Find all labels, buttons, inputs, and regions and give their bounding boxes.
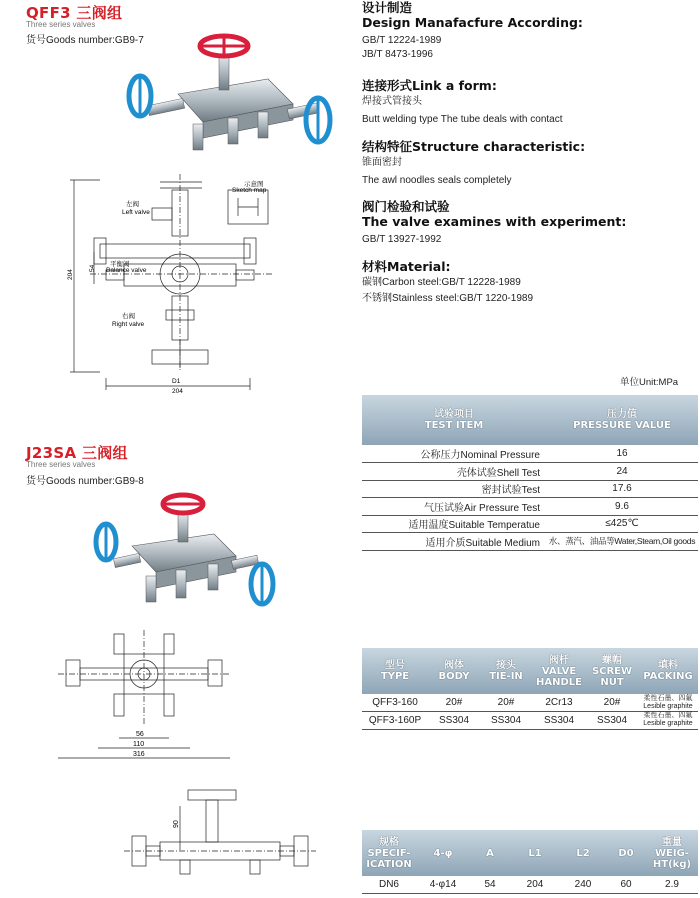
pressure-value-cell: 9.6: [546, 498, 698, 516]
balance-valve-cn-label: 平衡阀: [110, 261, 130, 268]
header-cn: 规格: [379, 836, 399, 848]
dim-col-a: A: [470, 830, 510, 876]
material-col-type: [362, 648, 428, 694]
spec-link-line-1: 焊接式管接头: [362, 96, 422, 107]
header-en: SCREW NUT: [591, 665, 633, 688]
header-cn: 接头: [496, 660, 516, 671]
header-en: TEST ITEM: [424, 420, 484, 431]
spec-structure-line-2: The awl noodles seals completely: [362, 175, 512, 186]
material-cell: SS304: [532, 712, 586, 730]
dim-316-label: 316: [133, 751, 145, 758]
qff3-product-photo: [118, 24, 338, 164]
dimension-cell: 204: [510, 876, 560, 894]
dimension-cell: 54: [470, 876, 510, 894]
pressure-item-cell: 壳体试验Shell Test: [362, 463, 546, 481]
dimension-cell: DN6: [362, 876, 416, 894]
material-cell: SS304: [428, 712, 480, 730]
pressure-value-cell: 17.6: [546, 480, 698, 498]
j23sa-goods-number: 货号Goods number:GB9-8: [26, 476, 144, 487]
table-row: [362, 445, 698, 463]
pressure-value-cell: 24: [546, 463, 698, 481]
pressure-col-value: [546, 395, 698, 445]
spec-link-heading: 连接形式Link a form:: [362, 78, 497, 93]
dim-56-label: 56: [136, 731, 144, 738]
header-cn: 阀杆: [549, 654, 569, 666]
spec-link-form: [362, 78, 692, 127]
material-cell: SS304: [480, 712, 532, 730]
header-cn: 重量: [662, 836, 682, 848]
spec-design: [362, 0, 692, 62]
pressure-item-cell: 气压试验Air Pressure Test: [362, 498, 546, 516]
dimension-cell: 240: [560, 876, 606, 894]
spec-design-heading-cn: 设计制造: [362, 0, 413, 15]
dimension-table-header: [362, 830, 698, 876]
pressure-value-cell: ≤425℃: [546, 515, 698, 533]
material-cell: 20#: [586, 694, 638, 712]
header-cn: 压力值: [607, 409, 637, 420]
dim-110-label: 110: [133, 741, 145, 748]
pressure-value-cell: 水、蒸汽、油品等Water,Steam,Oil goods: [546, 533, 698, 551]
header-en: SPECIF-ICATION: [366, 847, 412, 870]
pressure-item-cell: 密封试验Test: [362, 480, 546, 498]
dim-col-l1: L1: [510, 830, 560, 876]
qff3-technical-drawing: [60, 172, 290, 394]
balance-valve-en-label: Balance valve: [106, 267, 147, 274]
header-cn: 填料: [658, 660, 678, 671]
table-row: [362, 480, 698, 498]
spec-inspection-heading-cn: 阀门检验和试验: [362, 199, 450, 214]
material-cell: 20#: [428, 694, 480, 712]
j23sa-side-view-drawing: [120, 786, 320, 896]
pressure-table: [362, 395, 698, 551]
dim-54-label: 54: [89, 264, 96, 272]
packing-text: 柔性石墨、四氟 Lesible graphite: [643, 712, 693, 728]
header-en: VALVE HANDLE: [536, 665, 582, 688]
pressure-item-cell: 公称压力Nominal Pressure: [362, 445, 546, 463]
material-cell: QFF3-160: [362, 694, 428, 712]
spec-material-line-2: 不锈钢Stainless steel:GB/T 1220-1989: [362, 293, 534, 304]
material-table-header: [362, 648, 698, 694]
dim-height-label: 204: [67, 269, 74, 280]
material-col-packing: [638, 648, 698, 694]
right-valve-cn-label: 右阀: [122, 313, 135, 320]
header-en: TYPE: [380, 671, 410, 682]
header-cn: 阀体: [444, 660, 464, 671]
header-cn: 型号: [385, 660, 405, 671]
table-row: [362, 463, 698, 481]
header-en: BODY: [438, 671, 470, 682]
right-valve-en-label: Right valve: [112, 321, 145, 328]
header-en: WEIG-HT(kg): [652, 847, 692, 870]
spec-structure: [362, 139, 692, 188]
pressure-item-cell: 适用介质Suitable Medium: [362, 533, 546, 551]
sketch-en-label: Sketch map: [232, 187, 267, 194]
spec-link-line-2: Butt welding type The tube deals with contact: [362, 114, 563, 125]
table-row: [362, 694, 698, 712]
material-col-valve-handle: [532, 648, 586, 694]
dim-d1-label: D1: [172, 378, 181, 385]
left-valve-en-label: Left valve: [122, 209, 150, 216]
j23sa-top-view-drawing: [44, 630, 244, 770]
spec-material-line-1: 碳钢Carbon steel:GB/T 12228-1989: [362, 277, 521, 288]
material-cell: 2Cr13: [532, 694, 586, 712]
dimension-table: [362, 830, 698, 894]
sketch-cn-label: 示意图: [244, 181, 264, 188]
material-cell: [638, 712, 698, 730]
header-en: PRESSURE VALUE: [573, 420, 671, 431]
qff3-goods-number: 货号Goods number:GB9-7: [26, 35, 144, 46]
table-row: [362, 515, 698, 533]
dim-col-d0: D0: [606, 830, 646, 876]
material-col-screw-nut: [586, 648, 638, 694]
material-table: [362, 648, 698, 730]
material-cell: QFF3-160P: [362, 712, 428, 730]
dim-col-weight: [646, 830, 698, 876]
pressure-value-cell: 16: [546, 445, 698, 463]
material-cell: [638, 694, 698, 712]
j23sa-subtitle: Three series valves: [26, 460, 96, 469]
spec-structure-line-1: 锥面密封: [362, 157, 402, 168]
packing-text: 柔性石墨、四氟 Lesible graphite: [643, 694, 693, 710]
j23sa-title: J23SA 三阀组: [26, 444, 128, 462]
spec-inspection: [362, 199, 692, 247]
material-cell: 20#: [480, 694, 532, 712]
dimension-cell: 60: [606, 876, 646, 894]
spec-material-heading: 材料Material:: [362, 259, 451, 274]
material-cell: SS304: [586, 712, 638, 730]
table-row: [362, 876, 698, 894]
spec-structure-heading: 结构特征Structure characteristic:: [362, 139, 586, 154]
pressure-item-cell: 适用温度Suitable Temperatue: [362, 515, 546, 533]
spec-material: [362, 259, 692, 306]
header-en: TIE-IN: [489, 671, 523, 682]
dim-col-spec: [362, 830, 416, 876]
header-cn: 螺帽: [602, 654, 622, 666]
spec-inspection-line-1: GB/T 13927-1992: [362, 234, 442, 245]
dimension-cell: 2.9: [646, 876, 698, 894]
table-row: [362, 533, 698, 551]
dim-90-label: 90: [173, 820, 180, 828]
dim-width-label: 204: [172, 388, 183, 394]
material-col-body: [428, 648, 480, 694]
unit-label: 单位Unit:MPa: [620, 377, 679, 388]
table-row: [362, 712, 698, 730]
spec-design-line-1: GB/T 12224-1989: [362, 35, 442, 46]
header-en: PACKING: [643, 671, 693, 682]
dimension-cell: 4-φ14: [416, 876, 470, 894]
qff3-title: QFF3 三阀组: [26, 4, 123, 22]
material-col-tiein: [480, 648, 532, 694]
pressure-col-test-item: [362, 395, 546, 445]
dim-col-l2: L2: [560, 830, 606, 876]
qff3-subtitle: Three series valves: [26, 20, 96, 29]
spec-design-line-2: JB/T 8473-1996: [362, 49, 433, 60]
j23sa-product-photo: [84, 486, 284, 616]
left-valve-cn-label: 左阀: [126, 201, 139, 208]
table-row: [362, 498, 698, 516]
spec-inspection-heading-en: The valve examines with experiment:: [362, 214, 627, 229]
pressure-table-header: [362, 395, 698, 445]
spec-design-heading-en: Design Manafacfure According:: [362, 15, 583, 30]
header-cn: 试验项目: [434, 409, 474, 420]
dim-col-holes: 4-φ: [416, 830, 470, 876]
